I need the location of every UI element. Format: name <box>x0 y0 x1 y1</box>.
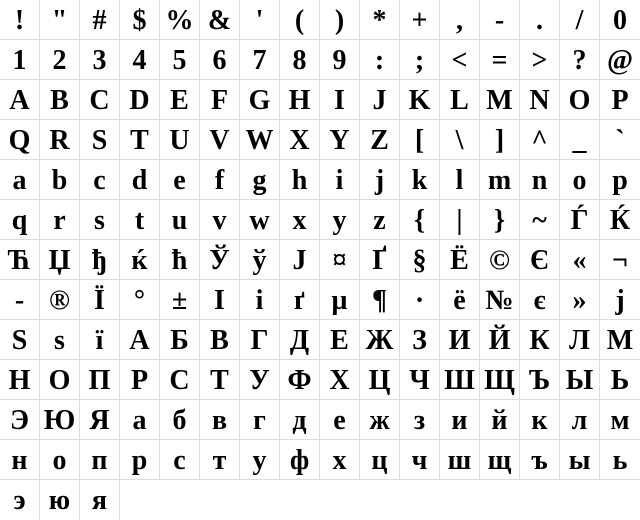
glyph-cell[interactable]: s <box>80 200 120 240</box>
glyph-cell[interactable]: r <box>40 200 80 240</box>
glyph-cell[interactable]: М <box>600 320 640 360</box>
glyph-cell[interactable]: S <box>80 120 120 160</box>
glyph-cell[interactable]: г <box>240 400 280 440</box>
glyph-cell[interactable]: ю <box>40 480 80 520</box>
glyph-cell[interactable]: Д <box>280 320 320 360</box>
glyph-cell[interactable]: , <box>440 0 480 40</box>
glyph-cell[interactable]: y <box>320 200 360 240</box>
glyph-cell[interactable]: N <box>520 80 560 120</box>
glyph-cell[interactable]: С <box>160 360 200 400</box>
glyph-cell[interactable]: a <box>0 160 40 200</box>
glyph-cell[interactable]: ^ <box>520 120 560 160</box>
glyph-cell[interactable]: а <box>120 400 160 440</box>
glyph-cell[interactable]: ' <box>240 0 280 40</box>
glyph-cell[interactable]: \ <box>440 120 480 160</box>
glyph-cell[interactable]: = <box>480 40 520 80</box>
glyph-cell[interactable]: ґ <box>280 280 320 320</box>
glyph-cell[interactable]: ш <box>440 440 480 480</box>
glyph-row <box>0 120 640 160</box>
glyph-cell[interactable]: ` <box>600 120 640 160</box>
glyph-cell[interactable]: ! <box>0 0 40 40</box>
glyph-cell[interactable]: » <box>560 280 600 320</box>
glyph-cell[interactable]: ± <box>160 280 200 320</box>
glyph-cell[interactable]: ћ <box>160 240 200 280</box>
glyph-cell[interactable]: m <box>480 160 520 200</box>
glyph-cell[interactable]: b <box>40 160 80 200</box>
glyph-cell[interactable]: B <box>40 80 80 120</box>
glyph-cell[interactable]: @ <box>600 40 640 80</box>
glyph-cell[interactable]: © <box>480 240 520 280</box>
glyph-cell[interactable]: ђ <box>80 240 120 280</box>
glyph-cell[interactable]: E <box>160 80 200 120</box>
glyph-cell[interactable]: J <box>360 80 400 120</box>
glyph-row <box>0 280 640 320</box>
glyph-cell[interactable]: У <box>240 360 280 400</box>
glyph-cell[interactable]: c <box>80 160 120 200</box>
glyph-cell[interactable]: Ћ <box>0 240 40 280</box>
glyph-cell[interactable]: d <box>120 160 160 200</box>
glyph-cell[interactable]: I <box>320 80 360 120</box>
glyph-cell[interactable]: i <box>320 160 360 200</box>
glyph-cell[interactable]: Џ <box>40 240 80 280</box>
glyph-cell[interactable]: Б <box>160 320 200 360</box>
glyph-cell[interactable]: + <box>400 0 440 40</box>
glyph-cell[interactable]: ы <box>560 440 600 480</box>
glyph-cell[interactable]: k <box>400 160 440 200</box>
glyph-cell[interactable]: Ё <box>440 240 480 280</box>
glyph-cell[interactable]: ? <box>560 40 600 80</box>
glyph-cell[interactable]: р <box>120 440 160 480</box>
glyph-cell[interactable]: Ь <box>600 360 640 400</box>
glyph-cell[interactable]: ъ <box>520 440 560 480</box>
glyph-cell[interactable]: z <box>360 200 400 240</box>
glyph-cell[interactable]: п <box>80 440 120 480</box>
glyph-cell[interactable]: & <box>200 0 240 40</box>
glyph-cell[interactable]: ј <box>600 280 640 320</box>
glyph-cell[interactable]: Ю <box>40 400 80 440</box>
glyph-cell[interactable]: б <box>160 400 200 440</box>
glyph-cell[interactable]: т <box>200 440 240 480</box>
glyph-cell[interactable]: ф <box>280 440 320 480</box>
glyph-cell[interactable]: Н <box>0 360 40 400</box>
glyph-row <box>0 440 640 480</box>
glyph-cell[interactable]: ч <box>400 440 440 480</box>
glyph-cell[interactable]: ¤ <box>320 240 360 280</box>
glyph-cell[interactable]: ~ <box>520 200 560 240</box>
glyph-cell[interactable]: ) <box>320 0 360 40</box>
glyph-cell[interactable]: q <box>0 200 40 240</box>
glyph-cell[interactable]: Ѓ <box>560 200 600 240</box>
glyph-cell[interactable]: 2 <box>40 40 80 80</box>
glyph-row <box>0 0 640 40</box>
glyph-cell[interactable]: * <box>360 0 400 40</box>
glyph-cell[interactable]: § <box>400 240 440 280</box>
glyph-cell[interactable]: Э <box>0 400 40 440</box>
glyph-row <box>0 80 640 120</box>
glyph-cell[interactable]: F <box>200 80 240 120</box>
glyph-cell[interactable]: 1 <box>0 40 40 80</box>
glyph-cell[interactable]: h <box>280 160 320 200</box>
glyph-cell[interactable]: / <box>560 0 600 40</box>
glyph-cell[interactable]: t <box>120 200 160 240</box>
glyph-row <box>0 360 640 400</box>
glyph-cell[interactable]: Z <box>360 120 400 160</box>
glyph-cell[interactable]: 5 <box>160 40 200 80</box>
glyph-cell[interactable]: Ќ <box>600 200 640 240</box>
glyph-cell[interactable]: м <box>600 400 640 440</box>
glyph-cell[interactable]: j <box>360 160 400 200</box>
glyph-cell[interactable]: K <box>400 80 440 120</box>
glyph-cell[interactable]: Ґ <box>360 240 400 280</box>
glyph-cell[interactable]: И <box>440 320 480 360</box>
glyph-cell[interactable]: W <box>240 120 280 160</box>
glyph-cell[interactable]: 3 <box>80 40 120 80</box>
glyph-cell[interactable]: $ <box>120 0 160 40</box>
glyph-cell[interactable]: І <box>200 280 240 320</box>
glyph-cell[interactable]: D <box>120 80 160 120</box>
glyph-cell[interactable]: Р <box>120 360 160 400</box>
glyph-cell[interactable]: e <box>160 160 200 200</box>
glyph-cell[interactable]: ® <box>40 280 80 320</box>
glyph-cell[interactable]: э <box>0 480 40 520</box>
glyph-cell[interactable]: o <box>560 160 600 200</box>
glyph-cell[interactable]: Ч <box>400 360 440 400</box>
glyph-cell[interactable]: х <box>320 440 360 480</box>
glyph-cell[interactable]: # <box>80 0 120 40</box>
glyph-cell[interactable]: З <box>400 320 440 360</box>
glyph-cell[interactable]: н <box>0 440 40 480</box>
glyph-cell[interactable]: > <box>520 40 560 80</box>
glyph-cell[interactable]: U <box>160 120 200 160</box>
glyph-cell[interactable]: Й <box>480 320 520 360</box>
glyph-cell[interactable]: M <box>480 80 520 120</box>
glyph-cell[interactable]: В <box>200 320 240 360</box>
glyph-cell[interactable]: 7 <box>240 40 280 80</box>
glyph-cell[interactable]: Е <box>320 320 360 360</box>
glyph-row <box>0 40 640 80</box>
glyph-cell[interactable]: T <box>120 120 160 160</box>
glyph-cell[interactable]: Ш <box>440 360 480 400</box>
glyph-cell[interactable]: Х <box>320 360 360 400</box>
glyph-cell[interactable]: g <box>240 160 280 200</box>
glyph-cell[interactable]: [ <box>400 120 440 160</box>
glyph-cell[interactable]: Щ <box>480 360 520 400</box>
glyph-cell[interactable]: · <box>400 280 440 320</box>
glyph-cell[interactable]: ќ <box>120 240 160 280</box>
glyph-cell[interactable]: L <box>440 80 480 120</box>
glyph-cell[interactable]: µ <box>320 280 360 320</box>
glyph-cell[interactable]: с <box>160 440 200 480</box>
glyph-cell[interactable]: К <box>520 320 560 360</box>
glyph-cell[interactable]: - <box>480 0 520 40</box>
glyph-cell[interactable]: и <box>440 400 480 440</box>
glyph-cell[interactable]: Ѕ <box>0 320 40 360</box>
glyph-cell[interactable]: я <box>80 480 120 520</box>
glyph-cell[interactable]: о <box>40 440 80 480</box>
glyph-cell[interactable]: О <box>40 360 80 400</box>
glyph-cell[interactable]: n <box>520 160 560 200</box>
glyph-cell[interactable]: й <box>480 400 520 440</box>
glyph-cell[interactable]: % <box>160 0 200 40</box>
glyph-cell[interactable]: O <box>560 80 600 120</box>
glyph-cell[interactable]: Q <box>0 120 40 160</box>
glyph-cell[interactable]: Ж <box>360 320 400 360</box>
glyph-cell[interactable]: А <box>120 320 160 360</box>
glyph-cell[interactable]: Г <box>240 320 280 360</box>
glyph-cell[interactable]: l <box>440 160 480 200</box>
glyph-cell[interactable]: - <box>0 280 40 320</box>
glyph-cell[interactable]: x <box>280 200 320 240</box>
glyph-row <box>0 480 640 520</box>
glyph-cell[interactable]: f <box>200 160 240 200</box>
glyph-cell[interactable]: ¬ <box>600 240 640 280</box>
glyph-cell[interactable]: з <box>400 400 440 440</box>
glyph-cell[interactable]: Я <box>80 400 120 440</box>
glyph-cell[interactable]: C <box>80 80 120 120</box>
glyph-cell[interactable]: д <box>280 400 320 440</box>
glyph-cell[interactable]: Y <box>320 120 360 160</box>
glyph-cell[interactable]: A <box>0 80 40 120</box>
glyph-cell[interactable]: H <box>280 80 320 120</box>
glyph-row <box>0 200 640 240</box>
glyph-cell[interactable]: « <box>560 240 600 280</box>
glyph-cell[interactable]: ° <box>120 280 160 320</box>
glyph-row <box>0 320 640 360</box>
glyph-cell[interactable]: е <box>320 400 360 440</box>
glyph-cell[interactable]: Ј <box>280 240 320 280</box>
glyph-cell[interactable]: Л <box>560 320 600 360</box>
glyph-cell[interactable]: ц <box>360 440 400 480</box>
glyph-cell[interactable]: 9 <box>320 40 360 80</box>
glyph-cell[interactable]: 0 <box>600 0 640 40</box>
glyph-cell[interactable]: } <box>480 200 520 240</box>
glyph-cell[interactable]: у <box>240 440 280 480</box>
glyph-cell[interactable]: . <box>520 0 560 40</box>
glyph-cell[interactable]: Ц <box>360 360 400 400</box>
glyph-row <box>0 240 640 280</box>
glyph-cell[interactable]: ѕ <box>40 320 80 360</box>
glyph-cell[interactable]: V <box>200 120 240 160</box>
glyph-cell[interactable]: П <box>80 360 120 400</box>
glyph-cell[interactable]: | <box>440 200 480 240</box>
glyph-cell[interactable]: 6 <box>200 40 240 80</box>
glyph-cell[interactable]: Ї <box>80 280 120 320</box>
glyph-cell[interactable]: < <box>440 40 480 80</box>
glyph-cell[interactable]: ё <box>440 280 480 320</box>
glyph-cell[interactable]: Є <box>520 240 560 280</box>
glyph-cell[interactable]: Ф <box>280 360 320 400</box>
glyph-cell[interactable]: Ў <box>200 240 240 280</box>
glyph-cell[interactable]: ( <box>280 0 320 40</box>
glyph-cell[interactable]: ж <box>360 400 400 440</box>
glyph-cell[interactable]: { <box>400 200 440 240</box>
glyph-cell[interactable]: X <box>280 120 320 160</box>
glyph-cell[interactable]: p <box>600 160 640 200</box>
glyph-cell[interactable]: і <box>240 280 280 320</box>
glyph-cell[interactable]: w <box>240 200 280 240</box>
glyph-cell[interactable]: ў <box>240 240 280 280</box>
glyph-cell[interactable]: u <box>160 200 200 240</box>
glyph-cell[interactable]: Ы <box>560 360 600 400</box>
glyph-cell[interactable]: № <box>480 280 520 320</box>
glyph-cell[interactable]: G <box>240 80 280 120</box>
glyph-cell[interactable]: Ъ <box>520 360 560 400</box>
glyph-cell[interactable]: ] <box>480 120 520 160</box>
glyph-cell[interactable]: ь <box>600 440 640 480</box>
glyph-cell[interactable]: : <box>360 40 400 80</box>
glyph-cell[interactable]: " <box>40 0 80 40</box>
glyph-cell[interactable]: _ <box>560 120 600 160</box>
glyph-cell[interactable]: Т <box>200 360 240 400</box>
glyph-cell[interactable]: л <box>560 400 600 440</box>
glyph-cell[interactable]: є <box>520 280 560 320</box>
glyph-cell[interactable]: в <box>200 400 240 440</box>
glyph-cell[interactable]: к <box>520 400 560 440</box>
glyph-row <box>0 400 640 440</box>
glyph-cell[interactable]: R <box>40 120 80 160</box>
glyph-cell[interactable]: P <box>600 80 640 120</box>
glyph-cell[interactable]: v <box>200 200 240 240</box>
glyph-cell[interactable]: 8 <box>280 40 320 80</box>
glyph-cell[interactable]: ї <box>80 320 120 360</box>
glyph-cell[interactable]: ¶ <box>360 280 400 320</box>
glyph-cell[interactable]: щ <box>480 440 520 480</box>
glyph-row <box>0 160 640 200</box>
glyph-cell[interactable]: 4 <box>120 40 160 80</box>
glyph-cell[interactable]: ; <box>400 40 440 80</box>
